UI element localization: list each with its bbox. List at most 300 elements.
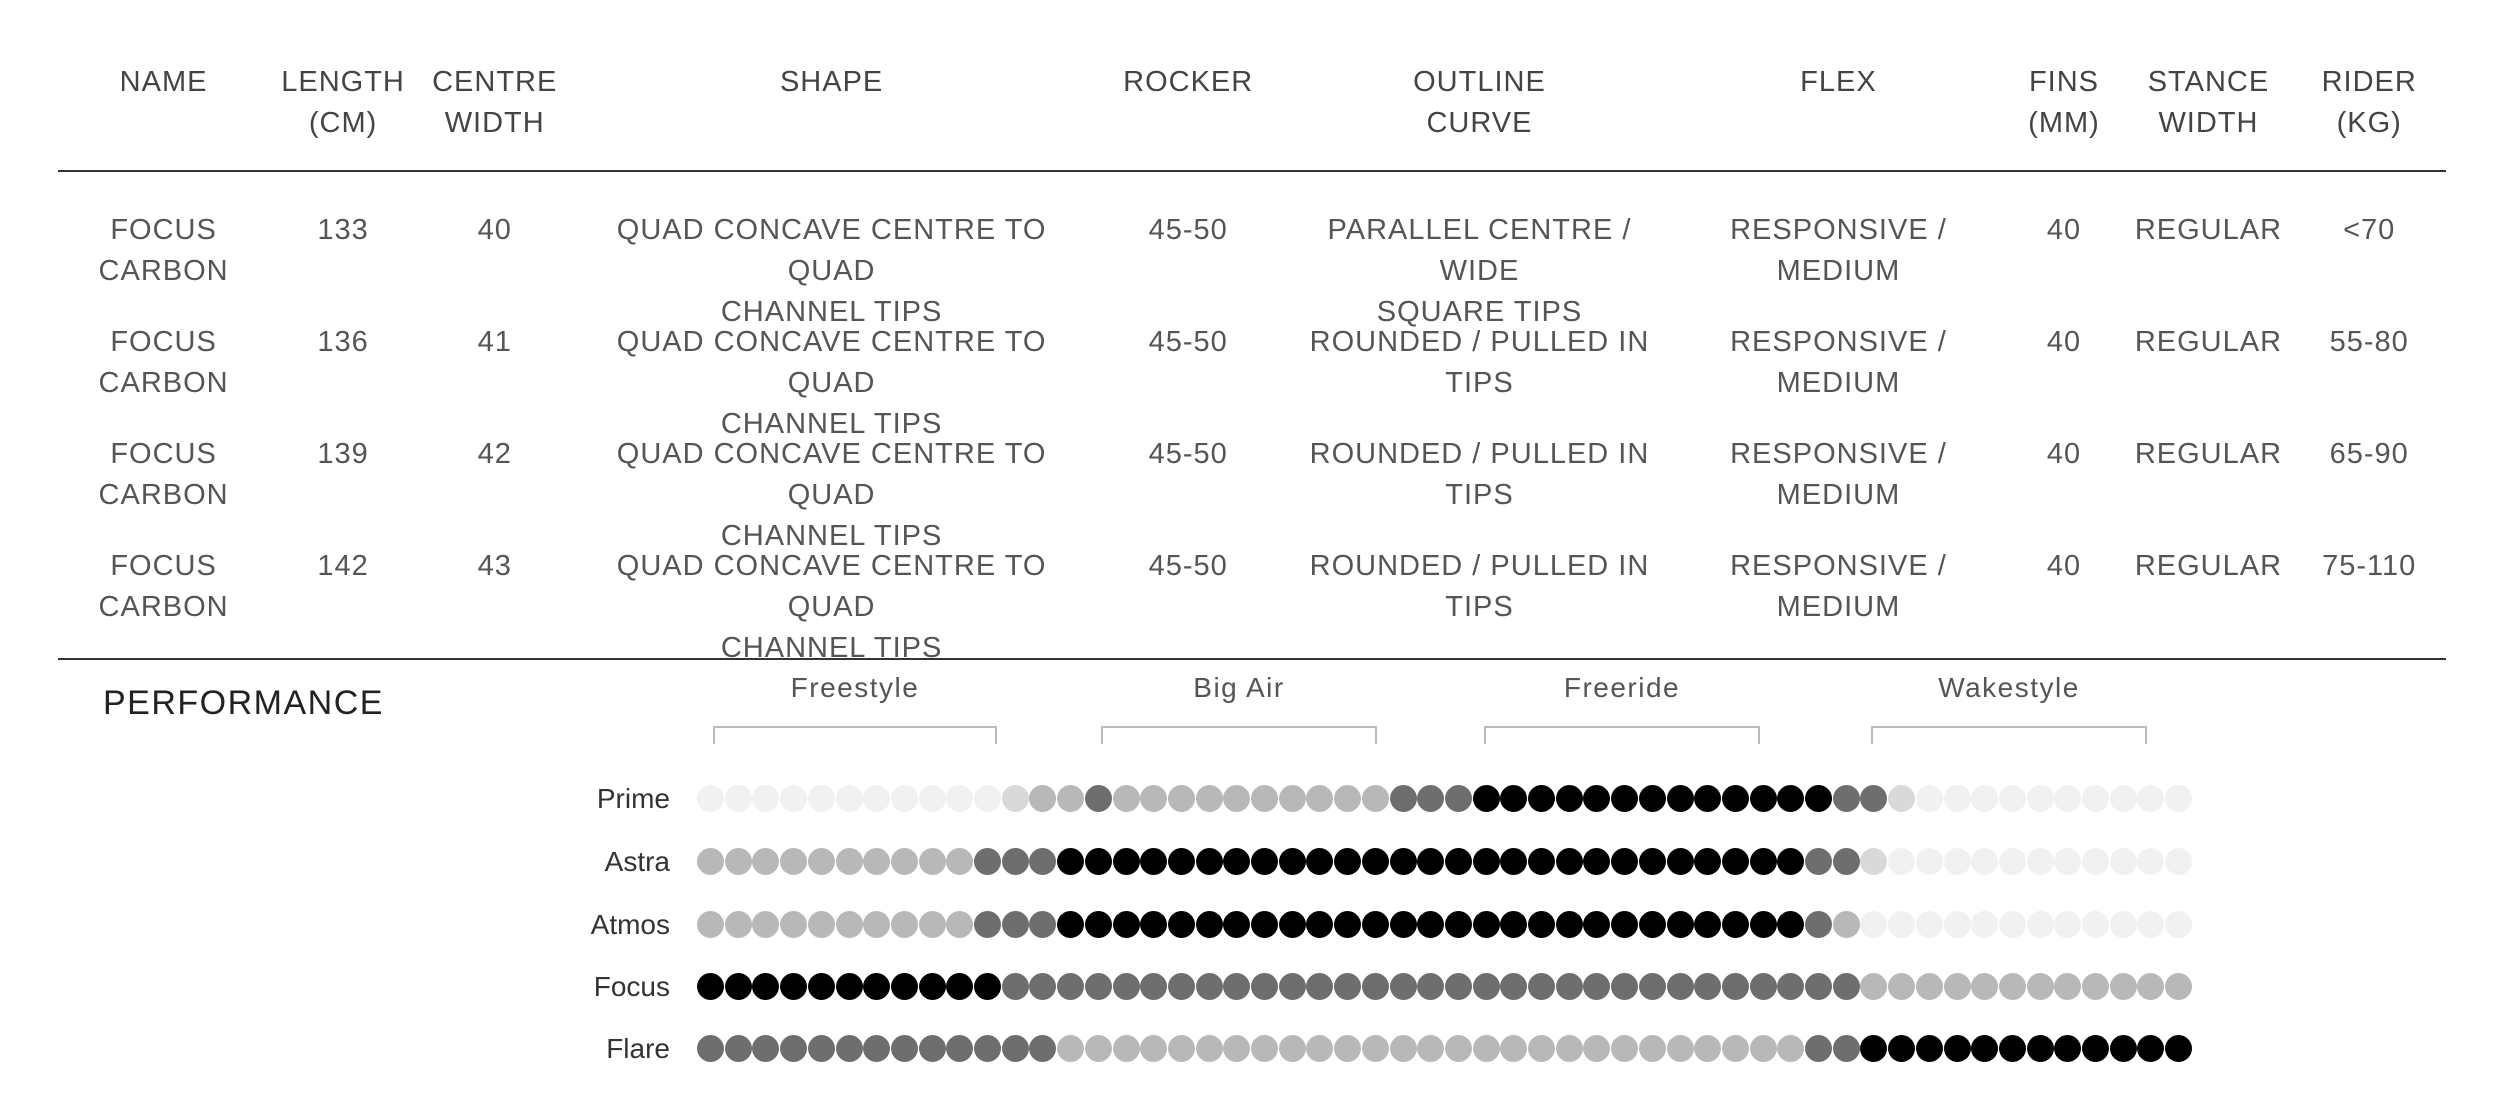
performance-dot [1805, 785, 1832, 812]
performance-dot [1611, 1035, 1638, 1062]
column-header-fins: FINS (MM) [2028, 66, 2100, 139]
performance-dot [1722, 1035, 1749, 1062]
performance-dot [2137, 848, 2164, 875]
performance-dot [1667, 1035, 1694, 1062]
performance-dot [1306, 785, 1333, 812]
performance-dot [974, 911, 1001, 938]
cell-stance-width: REGULAR [2134, 550, 2283, 582]
cell-rocker: 45-50 [1148, 438, 1228, 470]
performance-dot [2082, 1035, 2109, 1062]
performance-dot [2027, 848, 2054, 875]
performance-dot [919, 785, 946, 812]
performance-dot [1999, 973, 2026, 1000]
performance-dot [1722, 911, 1749, 938]
cell-centre-width: 41 [477, 326, 512, 358]
performance-dot [1860, 848, 1887, 875]
table-body [58, 172, 2446, 664]
performance-dot [1694, 911, 1721, 938]
cell-stance-width: REGULAR [2134, 326, 2283, 358]
performance-dot [1556, 973, 1583, 1000]
performance-dot [1639, 1035, 1666, 1062]
performance-dot [1500, 973, 1527, 1000]
cell-rider: 65-90 [2329, 438, 2409, 470]
performance-dot [891, 848, 918, 875]
performance-dot [808, 785, 835, 812]
performance-dot [836, 973, 863, 1000]
performance-dot [1639, 973, 1666, 1000]
cell-length: 136 [317, 326, 369, 358]
table-row [58, 434, 2446, 552]
performance-dot [780, 1035, 807, 1062]
performance-dot [1833, 1035, 1860, 1062]
performance-dot [752, 848, 779, 875]
performance-dot [2110, 848, 2137, 875]
performance-dot [2082, 848, 2109, 875]
performance-dot [1417, 848, 1444, 875]
cell-flex: RESPONSIVE / MEDIUM [1730, 326, 1947, 399]
performance-dot [863, 973, 890, 1000]
performance-dot [1057, 848, 1084, 875]
cell-fins: 40 [2046, 326, 2082, 358]
performance-dot [1833, 911, 1860, 938]
performance-dot [1279, 1035, 1306, 1062]
performance-dot [1944, 973, 1971, 1000]
performance-dot [697, 973, 724, 1000]
performance-dot [1362, 911, 1389, 938]
performance-dot [1639, 785, 1666, 812]
performance-dot [2110, 1035, 2137, 1062]
performance-dot [1002, 848, 1029, 875]
performance-dot [1196, 911, 1223, 938]
performance-dot [1916, 1035, 1943, 1062]
performance-dot [725, 785, 752, 812]
performance-dot [946, 973, 973, 1000]
column-header-outline-curve: OUTLINE CURVE [1413, 66, 1546, 139]
column-header-stance-width: STANCE WIDTH [2147, 66, 2270, 139]
performance-dot [1029, 785, 1056, 812]
performance-dot [1168, 785, 1195, 812]
spec-table [58, 40, 2446, 664]
table-row [58, 210, 2446, 328]
performance-dot [2027, 1035, 2054, 1062]
performance-dot [1140, 785, 1167, 812]
performance-dot [919, 973, 946, 1000]
performance-dot [2165, 848, 2192, 875]
performance-dot [1334, 1035, 1361, 1062]
performance-dot [1251, 973, 1278, 1000]
performance-dot [1694, 848, 1721, 875]
performance-dot [1223, 785, 1250, 812]
performance-dot [1251, 911, 1278, 938]
performance-dot [836, 1035, 863, 1062]
performance-dot [1528, 973, 1555, 1000]
performance-dot [2054, 973, 2081, 1000]
performance-dot [2082, 911, 2109, 938]
performance-dot [780, 973, 807, 1000]
cell-name: FOCUS CARBON [98, 550, 229, 623]
performance-dot [1860, 785, 1887, 812]
performance-dot [697, 785, 724, 812]
performance-dot [1999, 848, 2026, 875]
performance-dot [1583, 973, 1610, 1000]
performance-dot [919, 848, 946, 875]
table-header-row [58, 40, 2446, 170]
performance-dot [1750, 1035, 1777, 1062]
performance-dot [974, 785, 1001, 812]
performance-dot [1362, 785, 1389, 812]
cell-name: FOCUS CARBON [98, 438, 229, 511]
performance-dot [1916, 973, 1943, 1000]
performance-dot [1528, 785, 1555, 812]
performance-dot [1445, 911, 1472, 938]
performance-dot [919, 1035, 946, 1062]
performance-dot [1417, 911, 1444, 938]
performance-dot [697, 848, 724, 875]
performance-dot [1168, 1035, 1195, 1062]
performance-dot [1556, 785, 1583, 812]
performance-dot [1057, 1035, 1084, 1062]
performance-dot [1583, 911, 1610, 938]
performance-dot [1417, 785, 1444, 812]
cell-outline-curve: ROUNDED / PULLED IN TIPS [1309, 326, 1650, 399]
performance-row-label: Flare [606, 1033, 670, 1064]
performance-dot [1196, 848, 1223, 875]
performance-dot [1667, 785, 1694, 812]
performance-dot [1390, 848, 1417, 875]
cell-outline-curve: PARALLEL CENTRE / WIDE SQUARE TIPS [1327, 214, 1632, 328]
performance-dot [2165, 1035, 2192, 1062]
performance-dot [2027, 973, 2054, 1000]
cell-centre-width: 43 [477, 550, 512, 582]
performance-dot [1777, 911, 1804, 938]
performance-dot [863, 911, 890, 938]
performance-dot [808, 911, 835, 938]
performance-dot [1750, 848, 1777, 875]
performance-dot [1390, 911, 1417, 938]
group-label-big-air: Big Air [1193, 672, 1285, 703]
cell-name: FOCUS CARBON [98, 214, 229, 287]
column-header-rocker: ROCKER [1123, 66, 1254, 98]
performance-row-label: Astra [604, 846, 670, 877]
performance-dot [1057, 973, 1084, 1000]
performance-dot [1944, 911, 1971, 938]
performance-dot [1500, 848, 1527, 875]
cell-fins: 40 [2046, 550, 2082, 582]
table-row [58, 546, 2446, 664]
performance-dot [2054, 911, 2081, 938]
performance-dot [1583, 785, 1610, 812]
performance-row-label: Prime [596, 783, 670, 814]
performance-dot [1029, 911, 1056, 938]
performance-dot [974, 1035, 1001, 1062]
table-row [58, 322, 2446, 440]
cell-flex: RESPONSIVE / MEDIUM [1730, 550, 1947, 623]
performance-dot [863, 848, 890, 875]
performance-dot [1999, 911, 2026, 938]
performance-dot [1667, 911, 1694, 938]
performance-dot [1473, 973, 1500, 1000]
performance-dot [1805, 911, 1832, 938]
performance-dot [1473, 1035, 1500, 1062]
performance-dot [2137, 973, 2164, 1000]
performance-dot [1223, 848, 1250, 875]
performance-dot [1944, 785, 1971, 812]
performance-dot [1279, 785, 1306, 812]
performance-dot [1888, 973, 1915, 1000]
group-bracket-freeride [1484, 726, 1760, 744]
performance-dot [808, 848, 835, 875]
performance-dot [2027, 911, 2054, 938]
performance-dot [1833, 848, 1860, 875]
performance-dot [1417, 973, 1444, 1000]
performance-dot [1057, 785, 1084, 812]
performance-dot [1002, 1035, 1029, 1062]
performance-dot [1639, 911, 1666, 938]
cell-rocker: 45-50 [1148, 214, 1228, 246]
performance-dot [725, 911, 752, 938]
performance-dot [1445, 848, 1472, 875]
performance-dot [1279, 911, 1306, 938]
performance-dot [2110, 973, 2137, 1000]
cell-fins: 40 [2046, 438, 2082, 470]
performance-dot [1334, 973, 1361, 1000]
cell-length: 139 [317, 438, 369, 470]
performance-dot [1694, 973, 1721, 1000]
cell-name: FOCUS CARBON [98, 326, 229, 399]
performance-dot [1916, 785, 1943, 812]
performance-dot [974, 848, 1001, 875]
performance-dot [752, 1035, 779, 1062]
cell-stance-width: REGULAR [2134, 214, 2283, 246]
performance-dot [1500, 911, 1527, 938]
performance-dot [1085, 1035, 1112, 1062]
performance-dot [1833, 785, 1860, 812]
performance-dot [1306, 911, 1333, 938]
performance-dot [1417, 1035, 1444, 1062]
performance-dot [808, 1035, 835, 1062]
performance-dot [2137, 785, 2164, 812]
performance-dot [1473, 785, 1500, 812]
cell-flex: RESPONSIVE / MEDIUM [1730, 438, 1947, 511]
performance-dot [1445, 1035, 1472, 1062]
performance-dot [974, 973, 1001, 1000]
performance-dot [725, 848, 752, 875]
performance-dot [1168, 973, 1195, 1000]
performance-dot [1113, 1035, 1140, 1062]
performance-dot [752, 785, 779, 812]
performance-row-label: Atmos [590, 909, 670, 940]
performance-dot [1223, 973, 1250, 1000]
column-header-flex: FLEX [1800, 66, 1877, 98]
performance-dot [1390, 785, 1417, 812]
performance-dot [2137, 1035, 2164, 1062]
performance-dot [1251, 848, 1278, 875]
performance-dot [1750, 973, 1777, 1000]
performance-dot [697, 911, 724, 938]
performance-dot [1306, 1035, 1333, 1062]
performance-dot [1750, 911, 1777, 938]
performance-dot [2137, 911, 2164, 938]
performance-dot [1473, 848, 1500, 875]
performance-dot [1722, 848, 1749, 875]
performance-dot [2110, 785, 2137, 812]
performance-dot [1611, 911, 1638, 938]
performance-dot [1445, 973, 1472, 1000]
performance-dot [1971, 1035, 1998, 1062]
performance-dot [946, 1035, 973, 1062]
performance-dot [1251, 785, 1278, 812]
performance-dot [725, 973, 752, 1000]
performance-dot [891, 973, 918, 1000]
performance-dot [780, 911, 807, 938]
cell-rider: 75-110 [2322, 550, 2417, 582]
performance-dot [1113, 911, 1140, 938]
group-bracket-big-air [1101, 726, 1377, 744]
performance-dot [1362, 1035, 1389, 1062]
column-header-centre-width: CENTRE WIDTH [432, 66, 558, 139]
performance-dot [1944, 848, 1971, 875]
group-label-freeride: Freeride [1563, 672, 1681, 703]
performance-dot [1085, 973, 1112, 1000]
performance-dot [1999, 785, 2026, 812]
performance-dot [863, 1035, 890, 1062]
performance-dot [891, 911, 918, 938]
column-header-name: NAME [119, 66, 208, 98]
performance-dot [1528, 911, 1555, 938]
cell-centre-width: 42 [477, 438, 512, 470]
group-bracket-wakestyle [1871, 726, 2147, 744]
cell-rocker: 45-50 [1148, 326, 1228, 358]
performance-dot [1140, 1035, 1167, 1062]
cell-outline-curve: ROUNDED / PULLED IN TIPS [1309, 438, 1650, 511]
performance-dot [1916, 911, 1943, 938]
performance-dot [1888, 911, 1915, 938]
performance-dot [1694, 1035, 1721, 1062]
performance-dot [2054, 1035, 2081, 1062]
performance-dot [1639, 848, 1666, 875]
performance-dot [780, 785, 807, 812]
performance-dot [1334, 911, 1361, 938]
performance-dot [1279, 973, 1306, 1000]
performance-dot [1805, 1035, 1832, 1062]
performance-dot [1168, 911, 1195, 938]
performance-dot [2054, 848, 2081, 875]
performance-dot [1583, 848, 1610, 875]
performance-dot [1500, 1035, 1527, 1062]
cell-shape: QUAD CONCAVE CENTRE TO QUAD CHANNEL TIPS [616, 438, 1047, 552]
performance-dot [1085, 785, 1112, 812]
performance-dot [1611, 973, 1638, 1000]
performance-dot [1223, 1035, 1250, 1062]
performance-dot [1971, 785, 1998, 812]
performance-dot [1916, 848, 1943, 875]
cell-length: 133 [317, 214, 369, 246]
performance-title: PERFORMANCE [103, 684, 384, 722]
performance-dot [863, 785, 890, 812]
performance-dot [1002, 911, 1029, 938]
performance-dot [1306, 973, 1333, 1000]
performance-dot [1694, 785, 1721, 812]
performance-dot [836, 848, 863, 875]
performance-dot [1971, 848, 1998, 875]
performance-dot [1805, 848, 1832, 875]
cell-shape: QUAD CONCAVE CENTRE TO QUAD CHANNEL TIPS [616, 214, 1047, 328]
performance-dot [1888, 1035, 1915, 1062]
cell-fins: 40 [2046, 214, 2082, 246]
performance-dot [697, 1035, 724, 1062]
performance-dot [1140, 848, 1167, 875]
performance-dot [1029, 973, 1056, 1000]
performance-dot [891, 785, 918, 812]
performance-dot [1722, 973, 1749, 1000]
performance-dot [1390, 973, 1417, 1000]
performance-dot [1334, 848, 1361, 875]
performance-dot [1140, 911, 1167, 938]
cell-outline-curve: ROUNDED / PULLED IN TIPS [1309, 550, 1650, 623]
performance-dot [836, 785, 863, 812]
group-bracket-freestyle [713, 726, 997, 744]
performance-dot [1860, 1035, 1887, 1062]
performance-dot [725, 1035, 752, 1062]
performance-dot [1860, 911, 1887, 938]
performance-dot [1750, 785, 1777, 812]
performance-dot [1113, 848, 1140, 875]
column-header-rider: RIDER (KG) [2321, 66, 2417, 139]
performance-dot [1777, 785, 1804, 812]
group-label-wakestyle: Wakestyle [1938, 672, 2080, 703]
performance-dot [808, 973, 835, 1000]
performance-dot [1168, 848, 1195, 875]
performance-dot [1085, 911, 1112, 938]
performance-dot [1085, 848, 1112, 875]
performance-dot [1113, 785, 1140, 812]
performance-dot [2165, 973, 2192, 1000]
column-header-shape: SHAPE [779, 66, 884, 98]
cell-rider: 55-80 [2329, 326, 2409, 358]
performance-dot [1362, 848, 1389, 875]
performance-dot [1223, 911, 1250, 938]
performance-dot [1196, 973, 1223, 1000]
performance-dot [1777, 1035, 1804, 1062]
cell-length: 142 [317, 550, 369, 582]
cell-rider: <70 [2343, 214, 2396, 246]
performance-dot [2110, 911, 2137, 938]
performance-dot [1888, 785, 1915, 812]
performance-dot [1113, 973, 1140, 1000]
column-header-length: LENGTH (CM) [281, 66, 405, 139]
performance-dot [946, 911, 973, 938]
performance-dot [780, 848, 807, 875]
performance-dot [1500, 785, 1527, 812]
table-bottom-divider [58, 658, 2446, 660]
performance-dot [1528, 848, 1555, 875]
performance-dot [1390, 1035, 1417, 1062]
performance-dot [1334, 785, 1361, 812]
performance-dot [1473, 911, 1500, 938]
performance-dot [2165, 911, 2192, 938]
performance-dot [1528, 1035, 1555, 1062]
performance-dot [2027, 785, 2054, 812]
performance-dot [1002, 785, 1029, 812]
cell-centre-width: 40 [477, 214, 512, 246]
performance-dot [1362, 973, 1389, 1000]
performance-dot [1445, 785, 1472, 812]
performance-dot [1944, 1035, 1971, 1062]
cell-shape: QUAD CONCAVE CENTRE TO QUAD CHANNEL TIPS [616, 550, 1047, 664]
performance-dot [1722, 785, 1749, 812]
performance-dot [2082, 785, 2109, 812]
performance-dot [1611, 785, 1638, 812]
